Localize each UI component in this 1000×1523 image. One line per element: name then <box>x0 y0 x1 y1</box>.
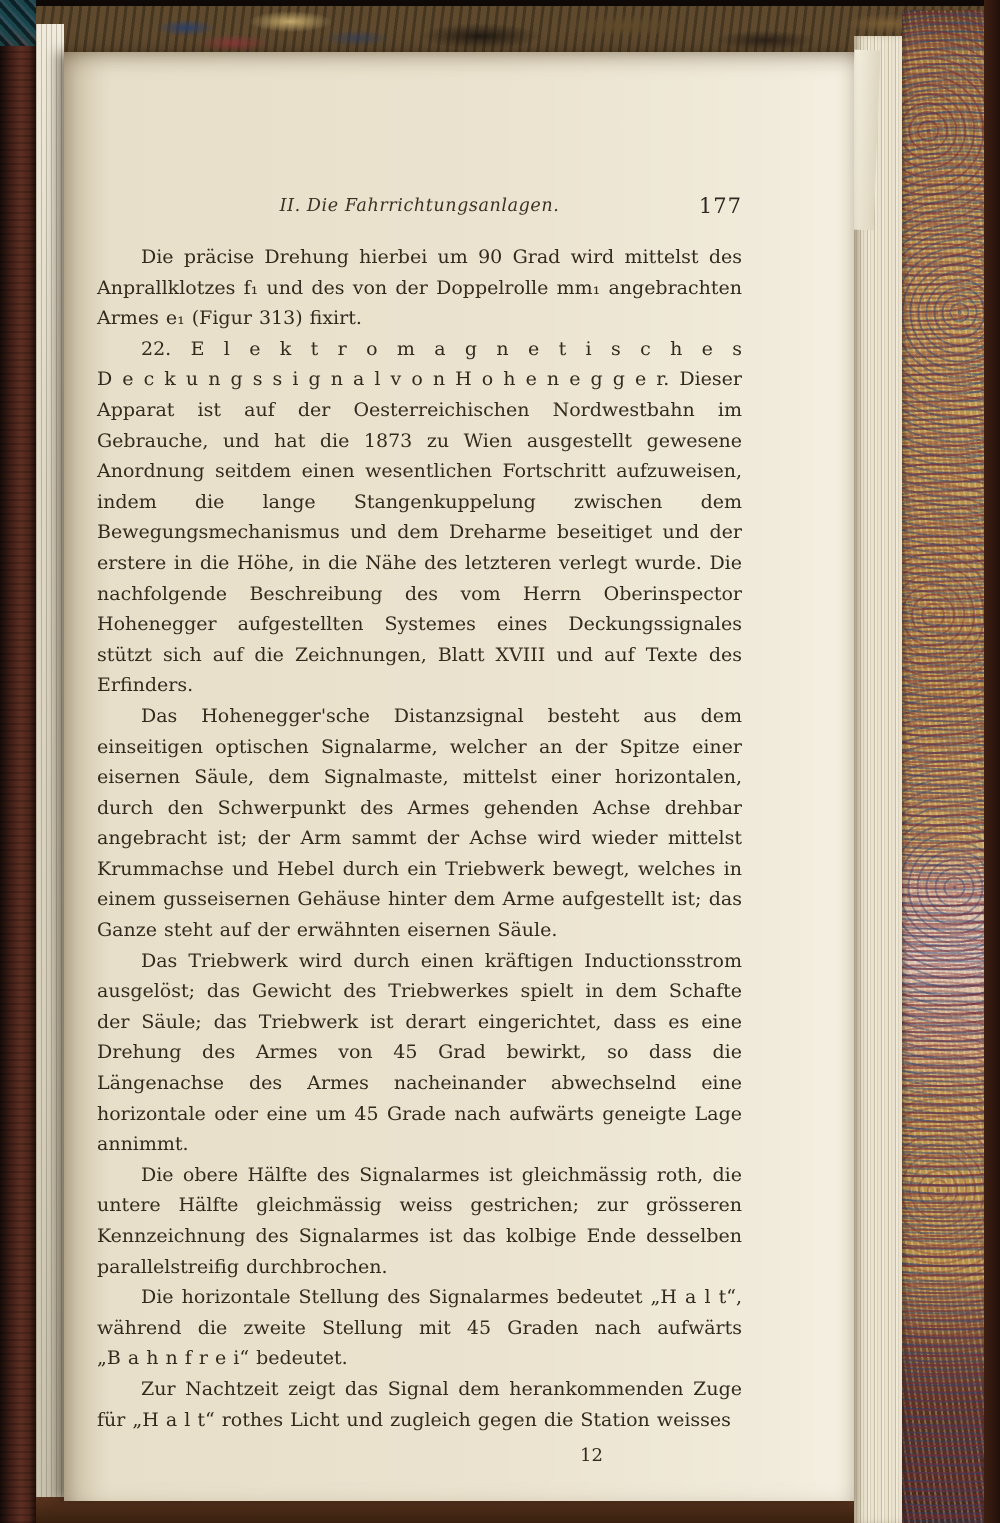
paragraph: Das Hohenegger'sche Distanzsignal besteht aus dem einseitigen optischen Signalarme, welcher an der Spitze einer eisernen Säule, dem Signalmaste, mittelst einer horizontalen, durch den Schwerpunkt des Armes gehenden Achse drehbar angebracht ist; der Arm sammt der Achse wird wieder mittelst Krummachse und Hebel durch ein Triebwerk bewegt, welches in einem gusseisernen Gehäuse hinter dem Arme aufgestellt ist; das Ganze steht auf der erwähnten eisernen Säule. <box>97 704 742 942</box>
paragraph: 22. E l e k t r o m a g n e t i s c h e s D e c k u n g s s i g n a l v o n H o h e n e g g e r. Dieser Apparat ist auf der Oesterreichischen Nordwestbahn im Gebrauche, und hat die 1873 zu Wien ausgestellt gewesene Anordnung seitdem einen wesentlichen Fortschritt aufzuweisen, indem die lange Stangenkuppelung zwischen dem Bewegungsmechanismus und dem Dreharme beseitiget und der erstere in die Höhe, in die Nähe des letzteren verlegt wurde. Die nachfolgende Beschreibung des vom Herrn Oberinspector Hohenegger aufgestellten Systemes eines Deckungssignales stützt sich auf die Zeichnungen, Blatt XVIII und auf Texte des Erfinders. <box>97 337 742 697</box>
right-cover-edge <box>984 0 1000 1523</box>
top-cover-marble <box>34 6 984 58</box>
paragraph: Die obere Hälfte des Signalarmes ist gleichmässig roth, die untere Hälfte gleichmässig weiss gestrichen; zur grösseren Kennzeichnung des Signalarmes ist das kolbige Ende desselben parallelstreifig durchbrochen. <box>97 1163 742 1278</box>
running-title: II. Die Fahrrichtungsanlagen. <box>279 196 560 216</box>
text-column <box>64 52 854 1466</box>
page-number: 177 <box>698 194 742 218</box>
paragraph: Die horizontale Stellung des Signalarmes bedeutet „H a l t“, während die zweite Stellung mit 45 Graden nach aufwärts „B a h n f r e i“ bedeutet. <box>97 1286 742 1370</box>
fore-edge-pages <box>854 36 902 1523</box>
page-body <box>97 242 742 1466</box>
gutter-page-edges <box>36 24 64 1523</box>
book-spine <box>0 0 36 1523</box>
spine-endband <box>0 0 36 46</box>
paragraph: Zur Nachtzeit zeigt das Signal dem herankommenden Zuge für „H a l t“ rothes Licht und zugleich gegen die Station weisses <box>97 1377 742 1431</box>
paragraph: Die präcise Drehung hierbei um 90 Grad wird mittelst des Anprallklotzes f₁ und des von der Doppelrolle mm₁ angebrachten Armes e₁ (Figur 313) fixirt. <box>97 246 742 330</box>
spine-leather-grain <box>0 0 36 1523</box>
running-header <box>97 194 742 222</box>
right-cover-marble <box>902 10 984 1523</box>
signature-mark: 12 <box>580 1445 603 1467</box>
paragraph: Das Triebwerk wird durch einen kräftigen Inductionsstrom ausgelöst; das Gewicht des Triebwerkes spielt in dem Schafte der Säule; das Triebwerk ist derart eingerichtet, dass es eine Drehung des Armes von 45 Grad bewirkt, so dass die Längenachse des Armes nacheinander abwechselnd eine horizontale oder eine um 45 Grade nach aufwärts geneigte Lage annimmt. <box>97 949 742 1156</box>
page <box>64 52 854 1501</box>
